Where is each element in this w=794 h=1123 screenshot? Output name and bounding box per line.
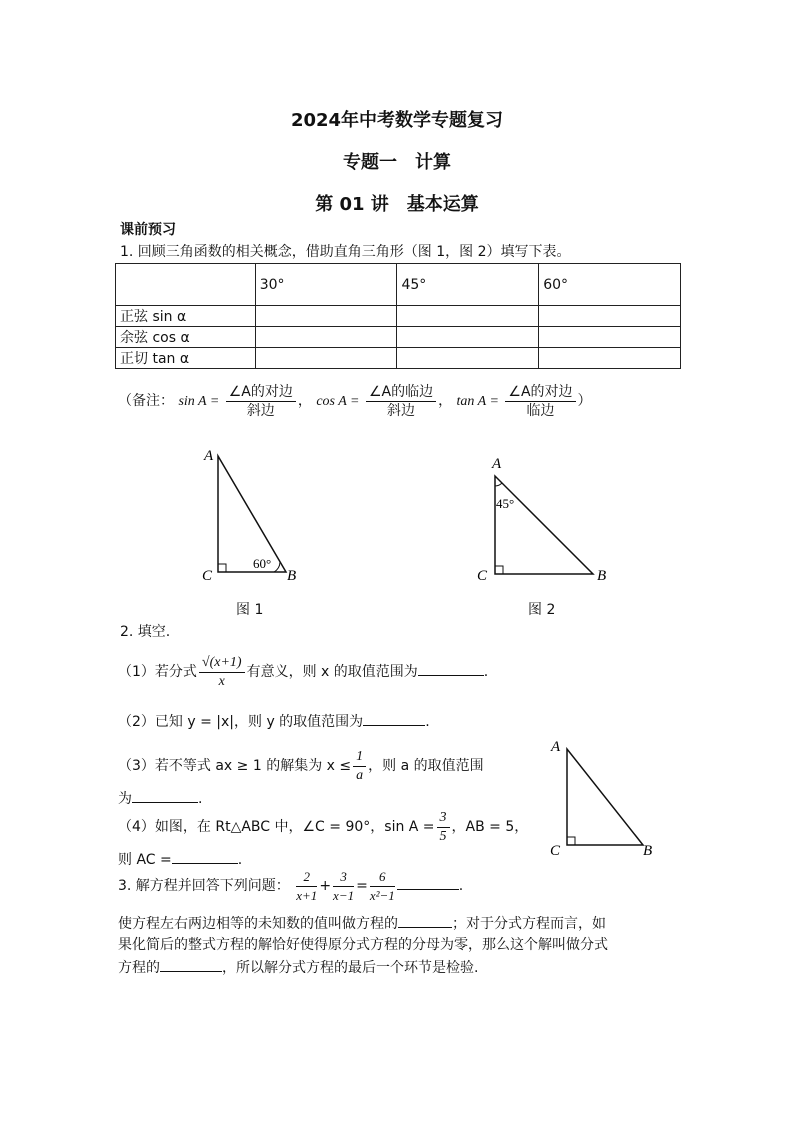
- q2p4-pre: （4）如图，在 Rt△ABC 中，∠C = 90°，sin A =: [118, 819, 435, 835]
- figure-2-triangle: [475, 452, 625, 592]
- q3-pre: 3. 解方程并回答下列问题：: [118, 878, 290, 894]
- q2-part-2: （2）已知 y = |x|，则 y 的取值范围为 .: [118, 711, 430, 732]
- q2p1-fraction: [199, 654, 245, 691]
- sin-den: 斜边: [246, 402, 275, 419]
- table-cell[interactable]: [539, 348, 681, 369]
- q2p3-line2: 为: [118, 791, 132, 807]
- q2p1-den: x: [218, 673, 225, 689]
- q2p3-post: ，则 a 的取值范围: [368, 758, 484, 774]
- q2-part-3: [118, 746, 484, 786]
- q2p1-post: 有意义，则 x 的取值范围为: [246, 664, 418, 680]
- cos-den: 斜边: [387, 402, 416, 419]
- fig1-angle-60: 60°: [253, 556, 272, 571]
- sin-num: ∠A的对边: [226, 383, 296, 402]
- q3-l3b: ，所以解分式方程的最后一个环节是检验.: [222, 960, 479, 976]
- triangle-2-shape: [495, 476, 593, 574]
- preview-heading: 课前预习: [120, 222, 176, 238]
- fig1-label-c: C: [202, 568, 213, 584]
- q3-f1-den: x+1: [296, 887, 318, 903]
- note-open: （备注：: [118, 393, 174, 409]
- q2p1-pre: （1）若分式: [118, 664, 197, 680]
- right-angle-mark-1: [218, 564, 226, 572]
- figure-2-caption: 图 2: [528, 602, 556, 618]
- tan-lhs: tan A =: [456, 394, 499, 409]
- q2-part-3-line2: 为 .: [118, 788, 202, 809]
- q3-frac-2: [333, 868, 354, 905]
- q3-l1a: 使方程左右两边相等的未知数的值叫做方程的: [118, 916, 398, 932]
- fig3-label-b: B: [643, 843, 653, 859]
- q3-frac-1: [296, 868, 317, 905]
- q2p4-post: ，AB = 5，: [451, 819, 529, 835]
- q2p1-num: √(x+1): [199, 654, 245, 673]
- q3-para-line3: [118, 957, 478, 978]
- answer-blank[interactable]: [418, 661, 484, 676]
- question-3: 3. 解方程并回答下列问题： $\frac{2}{x+1}$ + $\frac{3}{x-1}$ = $\frac{6}{\text{x²−1}}$ .: [118, 868, 464, 903]
- answer-blank[interactable]: [398, 913, 452, 928]
- answer-blank[interactable]: [172, 849, 238, 864]
- table-row-tan: 正切 tan α: [116, 348, 256, 369]
- fig3-label-c: C: [550, 843, 561, 859]
- tan-den: 临边: [526, 402, 555, 419]
- table-cell[interactable]: [539, 306, 681, 327]
- q3-para-line2: 果化简后的整式方程的解恰好使得原分式方程的分母为零，那么这个解叫做分式: [118, 937, 608, 953]
- right-angle-mark-3: [567, 837, 575, 845]
- fig2-angle-45: 45°: [496, 496, 515, 511]
- fig1-label-b: B: [287, 568, 297, 584]
- q2p4-line2: 则 AC =: [118, 852, 172, 868]
- angle-arc-60: [274, 562, 280, 572]
- title-topic: 专题一 计算: [343, 152, 451, 173]
- q3-f2-den: x−1: [333, 887, 355, 903]
- question-1: 1. 回顾三角函数的相关概念，借助直角三角形（图 1，图 2）填写下表。: [120, 244, 571, 260]
- answer-blank[interactable]: [160, 957, 222, 972]
- triangle-3-shape: [567, 749, 643, 845]
- q3-eq: =: [356, 878, 368, 894]
- table-row-sin: 正弦 sin α: [116, 306, 256, 327]
- sin-lhs: sin A =: [178, 394, 220, 409]
- figure-1-caption: 图 1: [236, 602, 264, 618]
- q2p4-den: 5: [439, 828, 447, 844]
- table-cell[interactable]: [397, 327, 539, 348]
- triangle-1-shape: [218, 456, 286, 572]
- q3-plus: +: [319, 878, 332, 894]
- fig2-label-a: A: [492, 456, 502, 472]
- tan-fraction: [505, 383, 575, 420]
- q2p3-pre: （3）若不等式 ax ≥ 1 的解集为 x ≤: [118, 758, 352, 774]
- title-main: 2024年中考数学专题复习: [290, 110, 504, 131]
- fig1-label-a: A: [204, 448, 214, 464]
- q2p4-fraction: [437, 809, 450, 846]
- answer-blank[interactable]: [397, 875, 459, 890]
- q3-f3-num: 6: [370, 868, 395, 887]
- q3-f1-num: 2: [296, 868, 317, 887]
- note-close: ）: [577, 393, 592, 409]
- fig3-label-a: A: [551, 739, 561, 755]
- q3-l3a: 方程的: [118, 960, 160, 976]
- fig2-label-c: C: [477, 568, 488, 584]
- angle-arc-45: [495, 483, 502, 486]
- note-sep: ，: [438, 393, 453, 409]
- cos-fraction: [366, 383, 436, 420]
- tan-num: ∠A的对边: [505, 383, 575, 402]
- table-corner: [116, 264, 256, 306]
- table-cell[interactable]: [255, 306, 397, 327]
- figure-3-triangle: [545, 735, 665, 865]
- q2-part-4-line2: 则 AC = .: [118, 849, 242, 870]
- answer-blank[interactable]: [363, 711, 425, 726]
- table-row-cos: 余弦 cos α: [116, 327, 256, 348]
- table-cell[interactable]: [539, 327, 681, 348]
- note-sep: ，: [297, 393, 312, 409]
- table-header-30: 30°: [255, 264, 397, 306]
- q3-f2-num: 3: [333, 868, 354, 887]
- figure-1-triangle: [190, 440, 320, 590]
- q3-frac-3: [370, 868, 395, 905]
- q2p4-num: 3: [437, 809, 450, 828]
- table-cell[interactable]: [255, 327, 397, 348]
- q3-para-line1: [118, 913, 606, 934]
- q2p3-num: 1: [353, 748, 366, 767]
- question-2-heading: 2. 填空.: [120, 624, 171, 640]
- q2p3-den: a: [356, 767, 364, 783]
- table-header-60: 60°: [539, 264, 681, 306]
- fig2-label-b: B: [597, 568, 607, 584]
- q2p2-pre: （2）已知 y = |x|，则 y 的取值范围为: [118, 714, 364, 730]
- table-cell[interactable]: [397, 348, 539, 369]
- sin-fraction: [226, 383, 296, 420]
- table-header-45: 45°: [397, 264, 539, 306]
- answer-blank[interactable]: [132, 788, 198, 803]
- title-lecture: 第 01 讲 基本运算: [315, 194, 479, 215]
- table-cell[interactable]: [255, 348, 397, 369]
- q3-l1b: ；对于分式方程而言，如: [452, 916, 606, 932]
- q2p3-fraction: [353, 748, 366, 785]
- table-cell[interactable]: [397, 306, 539, 327]
- q2-part-1: （1）若分式 $\frac{√(x+1)}{x}$ 有意义，则 x 的取值范围为 .: [118, 654, 489, 689]
- cos-lhs: cos A =: [316, 394, 360, 409]
- q3-f3-den: x²−1: [369, 887, 395, 903]
- trig-note: [118, 381, 592, 422]
- trig-table: [115, 263, 681, 369]
- right-angle-mark-2: [495, 566, 503, 574]
- q2-part-4: [118, 807, 528, 847]
- cos-num: ∠A的临边: [366, 383, 436, 402]
